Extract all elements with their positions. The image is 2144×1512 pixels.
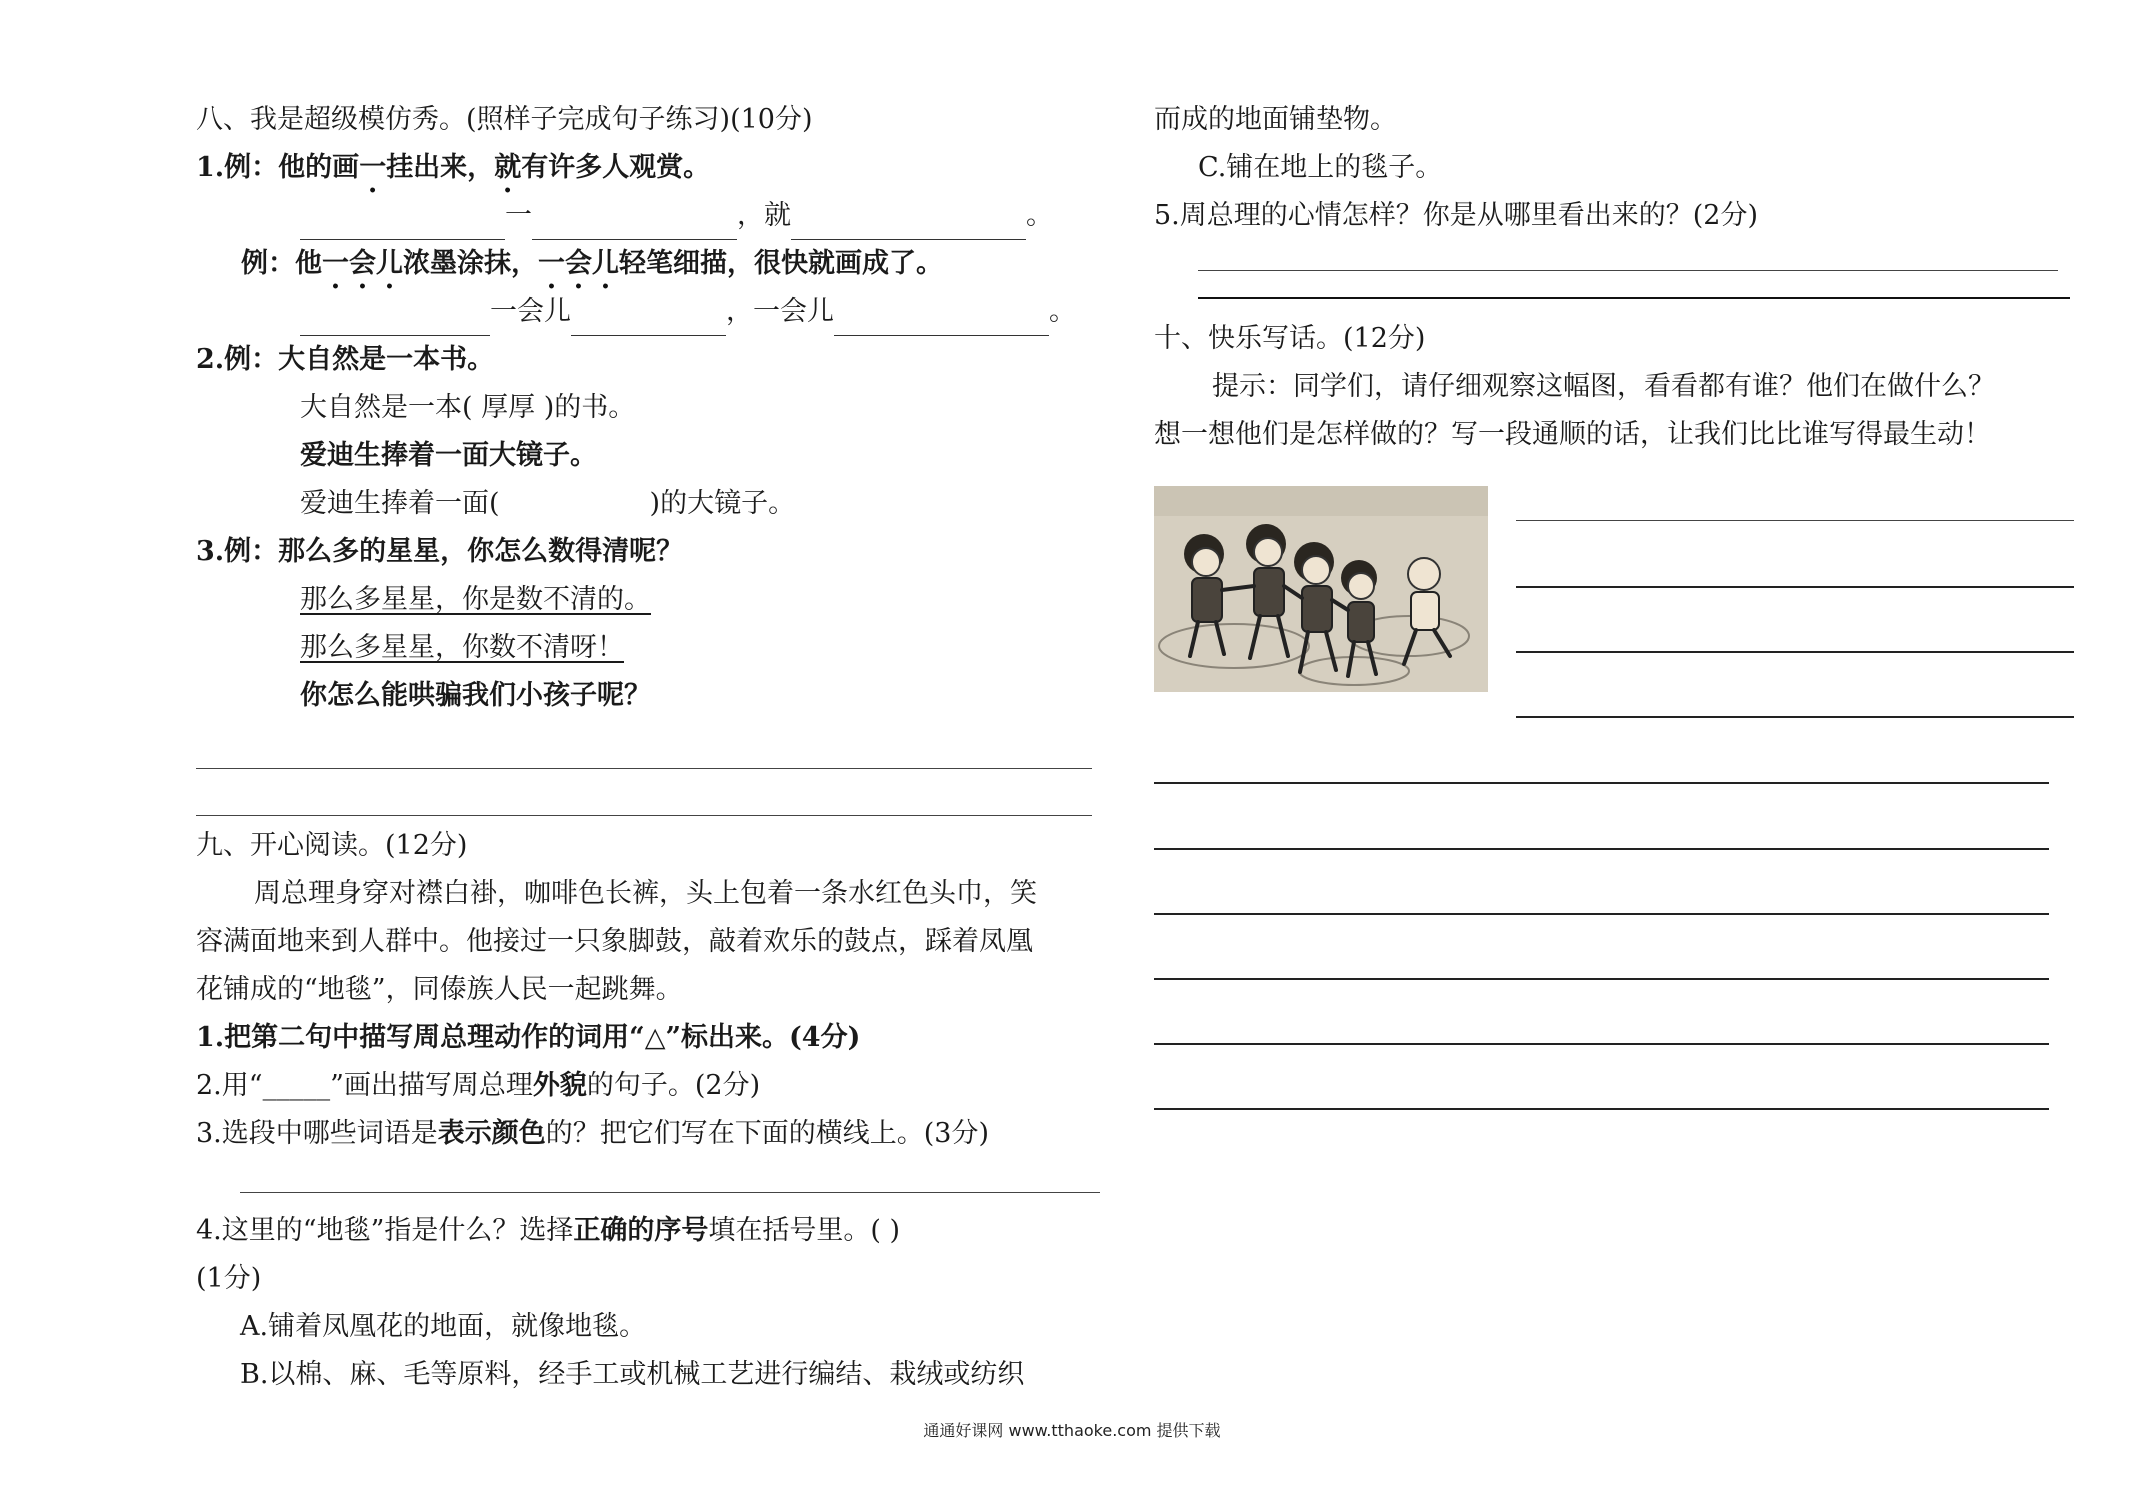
children-playing-illustration: [1154, 486, 1488, 692]
writing-line[interactable]: [1154, 782, 2049, 784]
passage-line-3: 花铺成的“地毯”，同傣族人民一起跳舞。: [196, 974, 683, 1005]
writing-line[interactable]: [1154, 978, 2049, 980]
q1-example-1: 1.例：他的画一挂出来，就有许多人观赏。: [196, 152, 711, 183]
q1-fill-1: 一 ，就 。: [196, 192, 1116, 240]
answer-blank[interactable]: [571, 303, 726, 336]
hint-line-1: 提示：同学们，请仔细观察这幅图，看看都有谁？他们在做什么？: [1212, 371, 1995, 402]
hint-line-2: 想一想他们是怎样做的？写一段通顺的话，让我们比比谁写得最生动！: [1154, 419, 1991, 450]
answer-blank[interactable]: [300, 303, 490, 336]
s9-q2: 2.用“_____”画出描写周总理外貌的句子。(2分): [196, 1070, 761, 1101]
answer-line[interactable]: [196, 746, 1092, 769]
s9-q4-score: (1分): [196, 1263, 262, 1294]
writing-line[interactable]: [1516, 651, 2074, 653]
left-column: [196, 96, 1116, 1399]
writing-line[interactable]: [1154, 1043, 2049, 1045]
q2-line-3: 爱迪生捧着一面( )的大镜子。: [300, 488, 796, 519]
s9-q5: 5.周总理的心情怎样？你是从哪里看出来的？(2分): [1154, 200, 1759, 231]
s9-q1: 1.把第二句中描写周总理动作的词用“△”标出来。(4分): [196, 1022, 861, 1053]
answer-blank[interactable]: [791, 207, 1026, 240]
q2-line-2: 爱迪生捧着一面大镜子。: [300, 440, 597, 471]
answer-blank[interactable]: [532, 207, 737, 240]
writing-line[interactable]: [1516, 716, 2074, 718]
option-b: B.以棉、麻、毛等原料，经手工或机械工艺进行编结、栽绒或纺织: [240, 1359, 1025, 1390]
spacer: [196, 720, 1116, 746]
answer-blank[interactable]: [300, 207, 505, 240]
answer-blank[interactable]: [834, 303, 1049, 336]
writing-line[interactable]: [1154, 848, 2049, 850]
answer-line[interactable]: [240, 1158, 1100, 1193]
footer-source: 通通好课网 www.tthaoke.com 提供下载: [923, 1421, 1221, 1440]
passage-line-2: 容满面地来到人群中。他接过一只象脚鼓，敲着欢乐的鼓点，踩着凤凰: [196, 926, 1033, 957]
right-column: [1154, 96, 2074, 459]
option-a: A.铺着凤凰花的地面，就像地毯。: [240, 1311, 647, 1342]
answer-line[interactable]: [1198, 240, 2058, 271]
writing-line[interactable]: [1154, 913, 2049, 915]
option-b-continued: 而成的地面铺垫物。: [1154, 104, 1397, 135]
s9-q4: 4.这里的“地毯”指是什么？选择正确的序号填在括号里。( ): [196, 1215, 901, 1246]
option-c: C.铺在地上的毯子。: [1198, 152, 1443, 183]
section-8-title: 八、我是超级模仿秀。(照样子完成句子练习)(10分): [196, 104, 813, 135]
s9-q3: 3.选段中哪些词语是表示颜色的？把它们写在下面的横线上。(3分): [196, 1118, 990, 1149]
q3-line-2: 那么多星星，你数不清呀！: [300, 632, 624, 663]
passage-line-1: 周总理身穿对襟白褂，咖啡色长裤，头上包着一条水红色头巾，笑: [254, 878, 1037, 909]
answer-line[interactable]: [196, 793, 1092, 816]
writing-line[interactable]: [1516, 586, 2074, 588]
answer-line[interactable]: [1198, 271, 2070, 299]
q3-line-1: 那么多星星，你是数不清的。: [300, 584, 651, 615]
writing-line[interactable]: [1516, 520, 2074, 521]
q1-fill-2: 一会儿 ，一会儿 。: [196, 288, 1116, 336]
section-10-title: 十、快乐写话。(12分): [1154, 323, 1426, 354]
section-9-title: 九、开心阅读。(12分): [196, 830, 468, 861]
q1-example-2: 例：他一会儿浓墨涂抹，一会儿轻笔细描，很快就画成了。: [241, 248, 943, 279]
q3-example: 3.例：那么多的星星，你怎么数得清呢？: [196, 536, 684, 567]
q2-example: 2.例：大自然是一本书。: [196, 344, 495, 375]
q3-line-3: 你怎么能哄骗我们小孩子呢？: [300, 680, 651, 711]
q2-line-1: 大自然是一本( 厚厚 )的书。: [300, 392, 636, 423]
writing-line[interactable]: [1154, 1108, 2049, 1110]
